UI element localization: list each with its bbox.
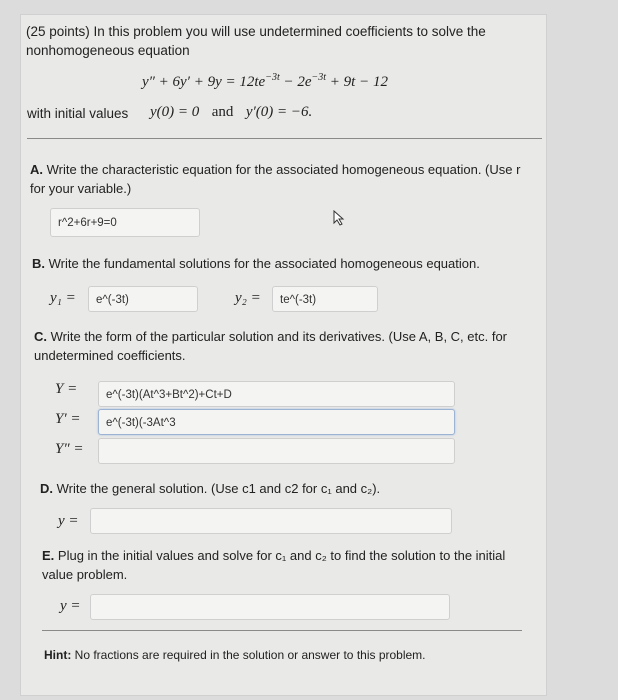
equation-text: $y'' + 6y' + 9y = 12te^{-3t} - 2e^{-3t} + 9t - 12$ — [142, 72, 388, 90]
part-e-text: E. Plug in the initial values and solve for c₁ and c₂ to find the solution to the initial value problem. — [42, 548, 506, 582]
Ypp-label: Y″ = — [55, 441, 84, 457]
y1-input[interactable]: e^(-3t) — [88, 286, 198, 312]
hint: Hint: No fractions are required in the solution or answer to this problem. — [44, 648, 426, 662]
mouse-cursor-icon — [332, 210, 346, 226]
y2-input[interactable]: te^(-3t) — [272, 286, 378, 312]
Yp-label: Y′ = — [55, 411, 81, 427]
initial-yp0: y′(0) = −6. — [245, 104, 313, 120]
part-d-text: D. Write the general solution. (Use c1 and c2 for c₁ and c₂). — [40, 481, 381, 496]
characteristic-equation-input[interactable]: r^2+6r+9=0 — [50, 208, 200, 237]
Yp-input[interactable]: e^(-3t)(-3At^3 — [98, 409, 455, 435]
ivp-solution-input[interactable] — [90, 594, 450, 620]
part-b-text: B. Write the fundamental solutions for the associated homogeneous equation. — [32, 256, 480, 271]
Y-label: Y = — [55, 381, 78, 397]
part-a-text: A. Write the characteristic equation for the associated homogeneous equation. (Use r for your variable.) — [30, 162, 521, 196]
Ypp-input[interactable] — [98, 438, 455, 464]
initial-y0: y(0) = 0 — [150, 104, 200, 120]
initial-values-label: with initial values — [27, 106, 129, 121]
ivp-solution-label: y = — [60, 598, 81, 614]
y1-label: y₁ = — [50, 290, 76, 306]
general-solution-label: y = — [58, 513, 79, 529]
divider — [42, 630, 522, 631]
y2-label: y₂ = — [235, 290, 261, 306]
and-text: and — [211, 104, 234, 120]
Y-input[interactable]: e^(-3t)(At^3+Bt^2)+Ct+D — [98, 381, 455, 407]
initial-values — [150, 103, 312, 121]
part-c-text: C. Write the form of the particular solution and its derivatives. (Use A, B, C, etc. for undetermined coefficients. — [34, 329, 508, 363]
problem-intro: (25 points) In this problem you will use undetermined coefficients to solve the nonhomogeneous equation — [26, 24, 486, 58]
equation — [142, 72, 388, 91]
divider — [27, 138, 542, 139]
general-solution-input[interactable] — [90, 508, 452, 534]
